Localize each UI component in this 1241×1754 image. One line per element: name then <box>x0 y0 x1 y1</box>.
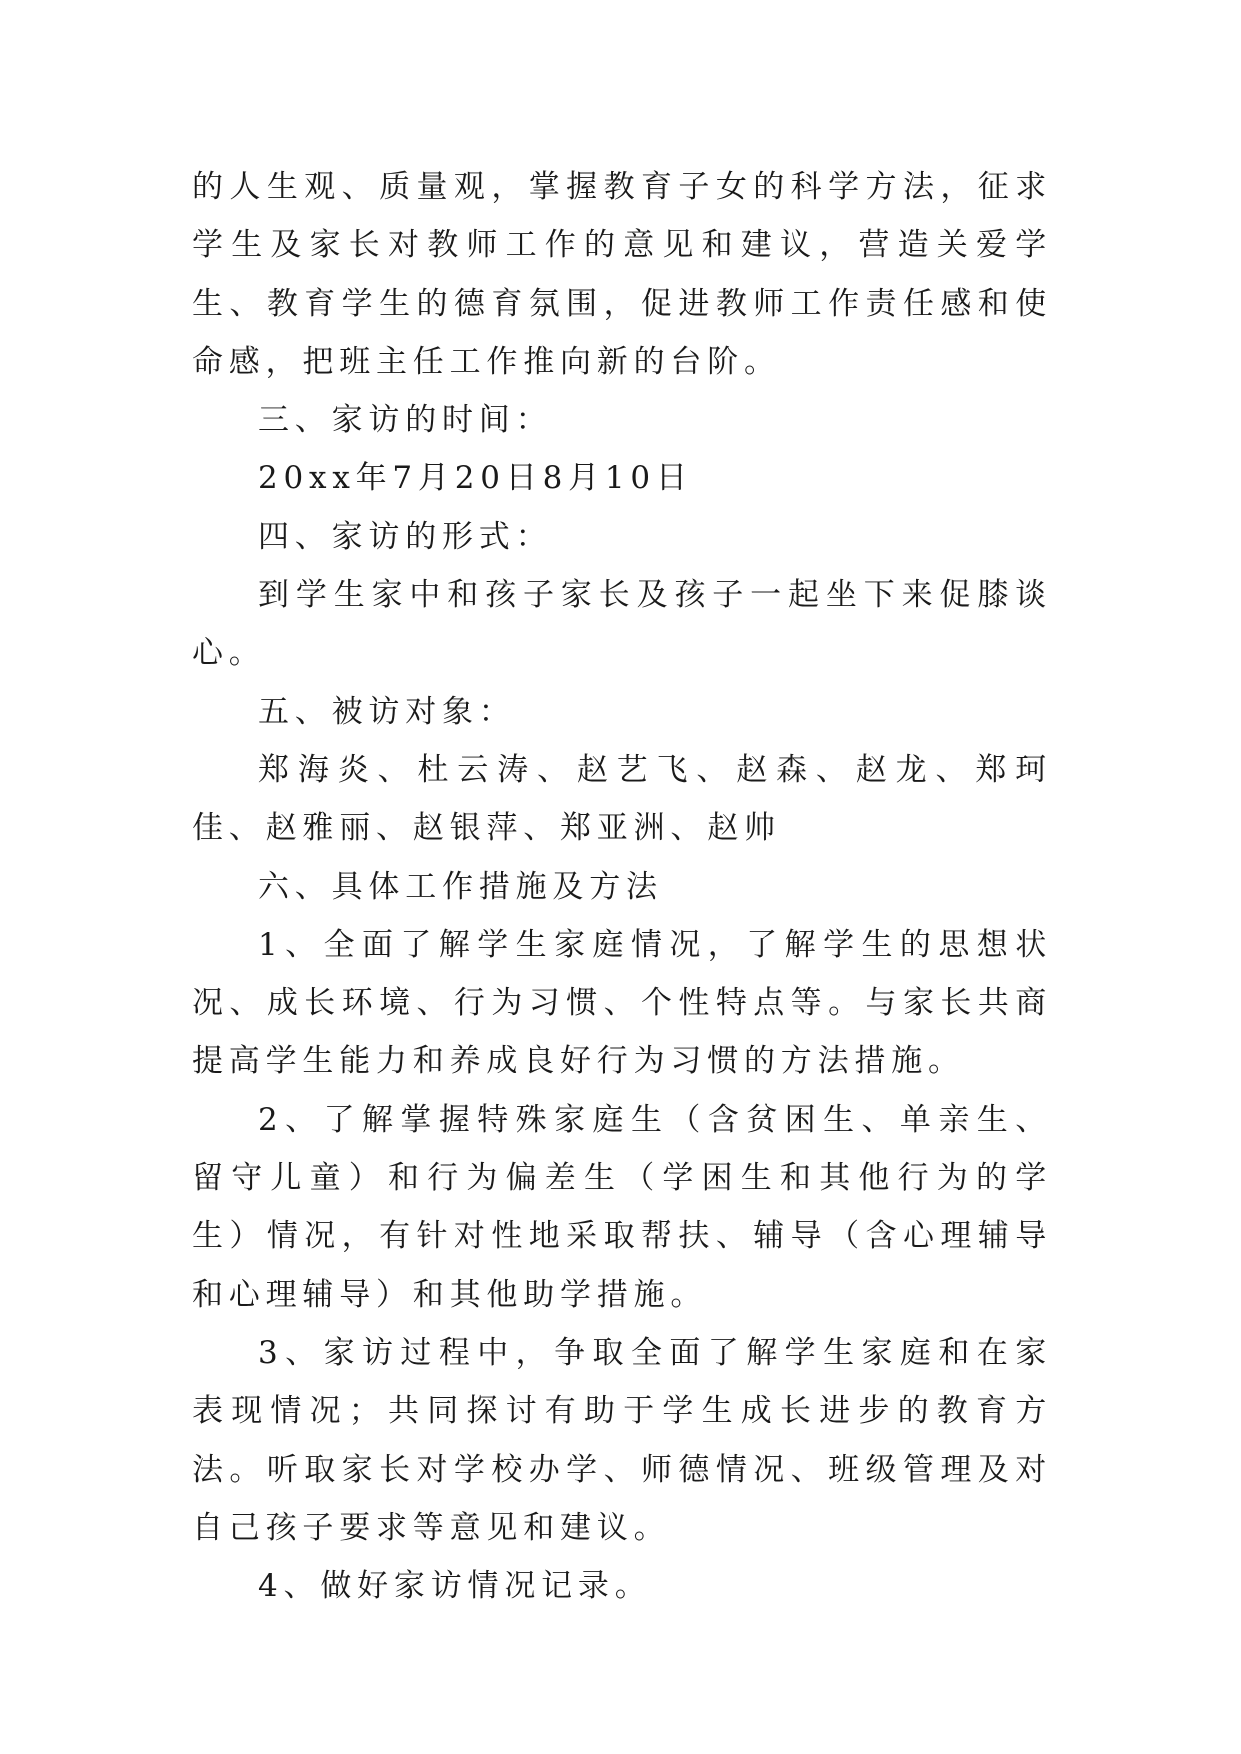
heading-visit-targets: 五、被访对象： <box>258 693 516 730</box>
paragraph-continuation: 的人生观、质量观，掌握教育子女的科学方法，征求学生及家长对教师工作的意见和建议，营造关爱学生、教育学生的德育氛围，促进教师工作责任感和使命感，把班主任工作推向新的台阶。 <box>192 169 1052 380</box>
measure-item-3: 3、家访过程中，争取全面了解学生家庭和在家表现情况；共同探讨有助于学生成长进步的教育方法。听取家长对学校办学、师德情况、班级管理及对自己孩子要求等意见和建议。 <box>192 1334 1052 1546</box>
heading-visit-time: 三、家访的时间： <box>258 402 553 439</box>
measure-item-1: 1、全面了解学生家庭情况，了解学生的思想状况、成长环境、行为习惯、个性特点等。与家长共商提高学生能力和养成良好行为习惯的方法措施。 <box>192 926 1052 1080</box>
measure-item-2: 2、了解掌握特殊家庭生（含贫困生、单亲生、留守儿童）和行为偏差生（学困生和其他行为的学生）情况，有针对性地采取帮扶、辅导（含心理辅导和心理辅导）和其他助学措施。 <box>192 1101 1052 1313</box>
visit-form-text: 到学生家中和孩子家长及孩子一起坐下来促膝谈心。 <box>192 577 1052 672</box>
visit-targets-list: 郑海炎、杜云涛、赵艺飞、赵森、赵龙、郑珂佳、赵雅丽、赵银萍、郑亚洲、赵帅 <box>192 751 1052 847</box>
visit-date-range: 20xx年7月20日8月10日 <box>258 460 693 497</box>
heading-visit-form: 四、家访的形式： <box>258 518 553 555</box>
heading-measures: 六、具体工作措施及方法 <box>258 868 663 905</box>
document-body <box>192 158 1052 1615</box>
measure-item-4: 4、做好家访情况记录。 <box>258 1568 652 1605</box>
